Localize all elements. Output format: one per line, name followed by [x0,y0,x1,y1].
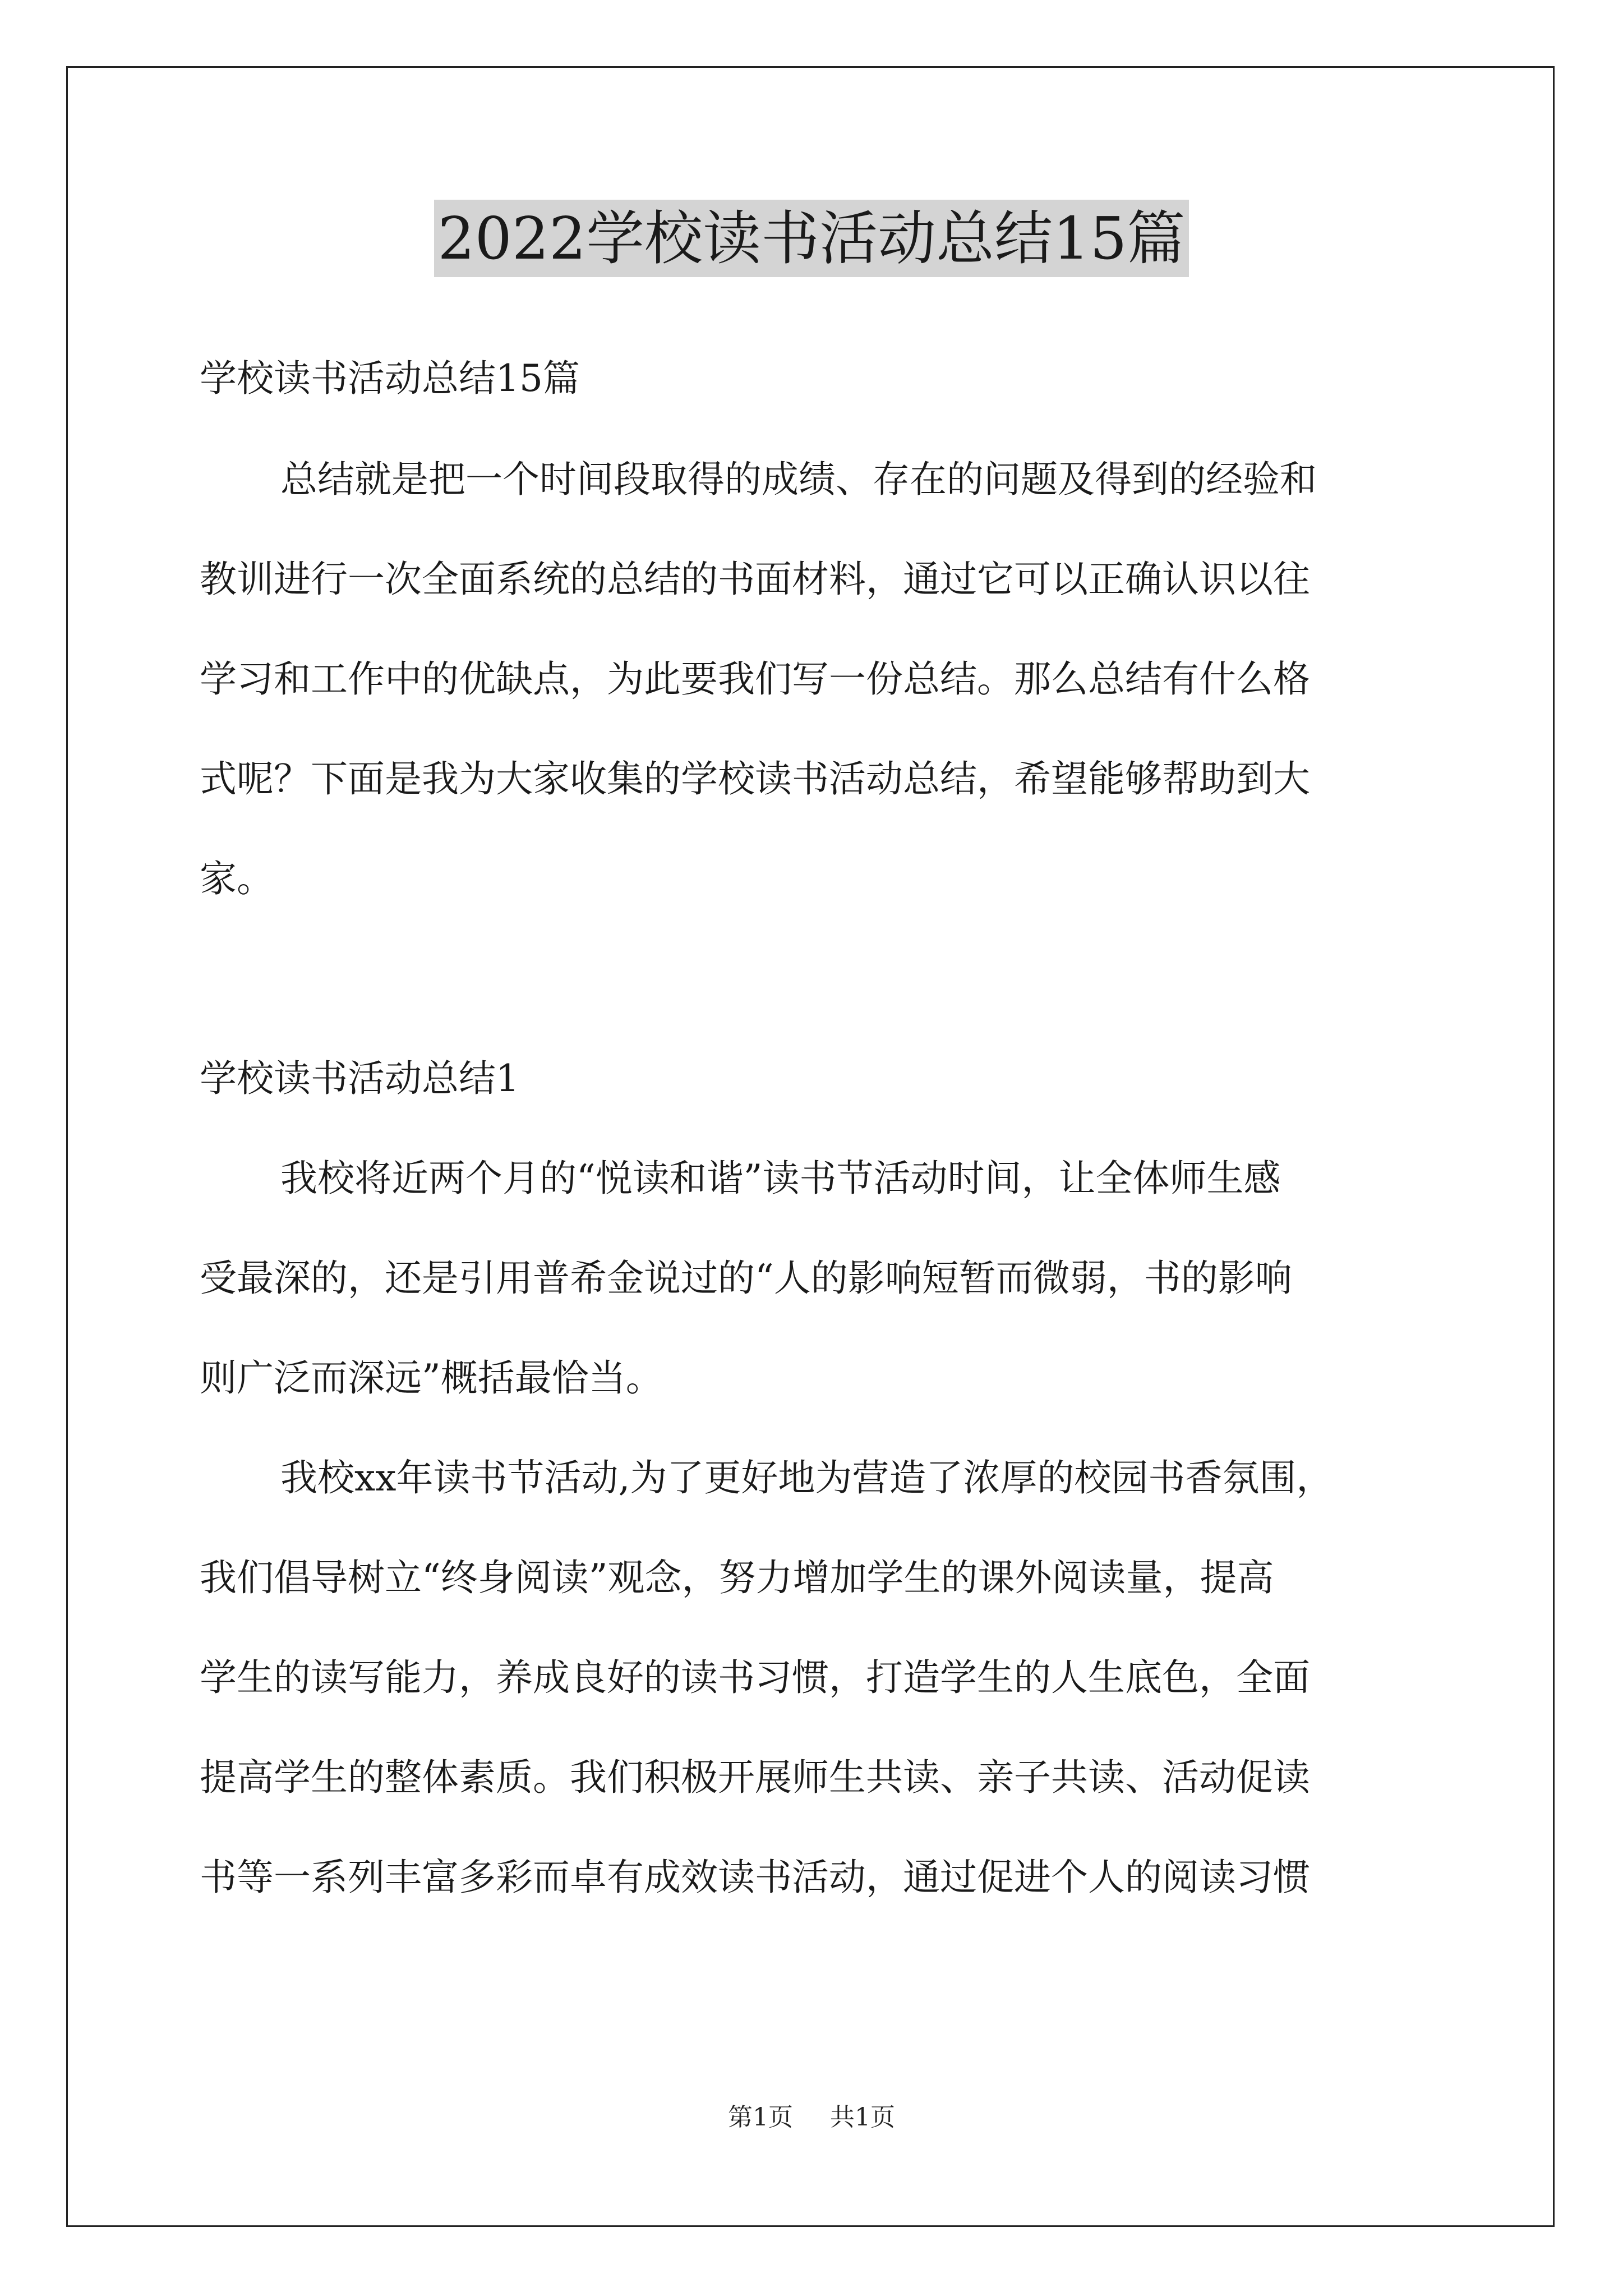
intro-line: 式呢？下面是我为大家收集的学校读书活动总结，希望能够帮助到大 [200,757,1310,800]
page-footer [0,2101,1623,2134]
section1-heading: 学校读书活动总结1 [200,1057,519,1100]
section1-para2-line: 我校xx年读书节活动,为了更好地为营造了浓厚的校园书香氛围， [280,1456,1334,1499]
document-title [0,199,1623,278]
page-number: 第1页 [728,2103,793,2132]
section1-para1-line: 受最深的，还是引用普希金说过的“人的影响短暂而微弱，书的影响 [200,1257,1292,1300]
intro-line: 学习和工作中的优缺点，为此要我们写一份总结。那么总结有什么格 [200,657,1310,701]
intro-line: 家。 [200,857,274,900]
page-total: 共1页 [830,2103,895,2132]
intro-line: 教训进行一次全面系统的总结的书面材料，通过它可以正确认识以往 [200,558,1310,601]
section1-para2-line: 学生的读写能力，养成良好的读书习惯，打造学生的人生底色，全面 [200,1656,1310,1699]
section1-para2-line: 书等一系列丰富多彩而卓有成效读书活动，通过促进个人的阅读习惯 [200,1856,1310,1899]
section1-para1-line: 则广泛而深远”概括最恰当。 [200,1356,663,1400]
section1-para2-line: 提高学生的整体素质。我们积极开展师生共读、亲子共读、活动促读 [200,1756,1310,1799]
section1-para2-line: 我们倡导树立“终身阅读”观念，努力增加学生的课外阅读量，提高 [200,1556,1274,1599]
section1-para1-line: 我校将近两个月的“悦读和谐”读书节活动时间，让全体师生感 [280,1157,1281,1200]
intro-line: 总结就是把一个时间段取得的成绩、存在的问题及得到的经验和 [280,458,1317,501]
document-title-text: 2022学校读书活动总结15篇 [434,200,1188,277]
intro-heading: 学校读书活动总结15篇 [200,357,580,400]
